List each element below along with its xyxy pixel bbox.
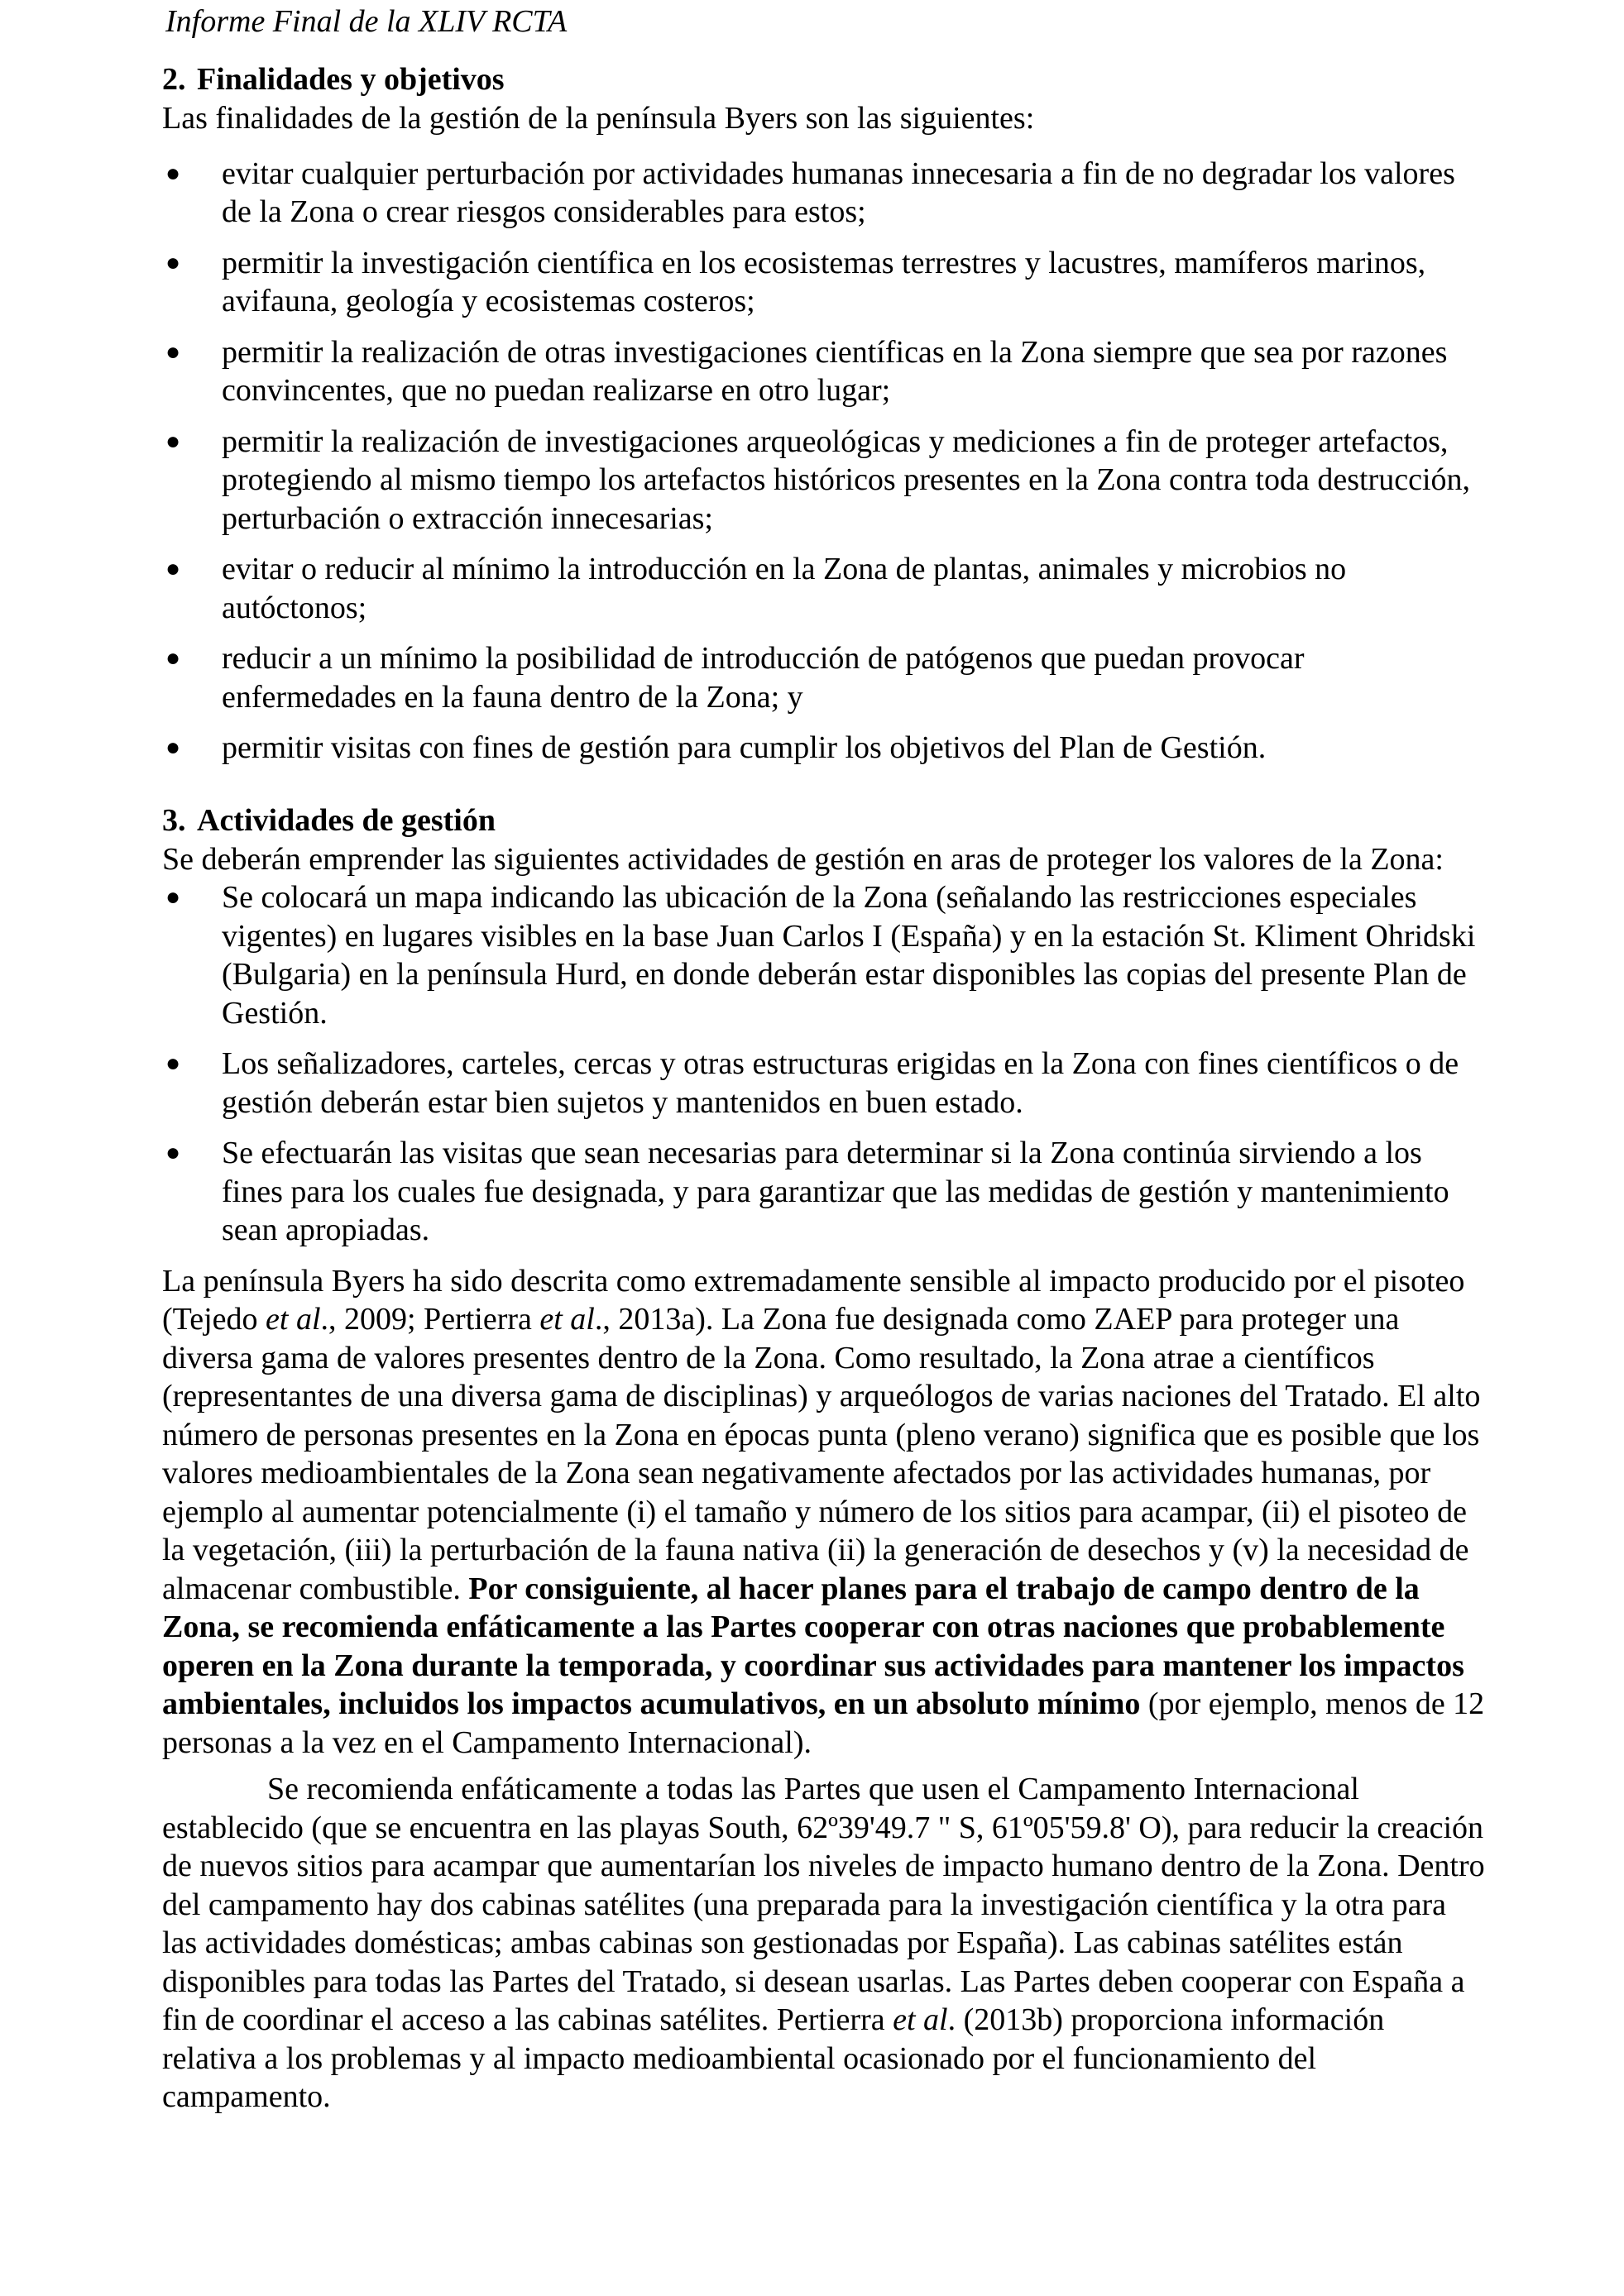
bullet-icon: ●	[165, 555, 181, 582]
paragraph-text: . (2013b) proporciona información relativa a los problemas y al impacto medioambiental ocasionado por el funcionamiento del campamento.	[162, 2002, 1385, 2114]
paragraph-text: ., 2009; Pertierra	[320, 1302, 540, 1337]
paragraph-text: ., 2013a). La Zona fue designada como ZAEP para proteger una diversa gama de valores presentes dentro de la Zona. Como resultado, la Zona atrae a científicos (representantes de una diversa gama de disciplinas) y arqueólogos de varias naciones del Tratado. El alto número de personas presentes en la Zona en épocas punta (pleno verano) significa que es posible que los valores medioambientales de la Zona sean negativamente afectados por las actividades humanas, por ejemplo al aumentar potencialmente (i) el tamaño y número de los sitios para acampar, (ii) el pisoteo de la vegetación, (iii) la perturbación de la fauna nativa (ii) la generación de desechos y (v) la necesidad de almacenar combustible.	[162, 1302, 1481, 1606]
citation-et-al: et al	[539, 1302, 595, 1337]
list-item-text: Los señalizadores, carteles, cercas y otras estructuras erigidas en la Zona con fines científicos o de gestión deberán estar bien sujetos y mantenidos en buen estado.	[222, 1046, 1459, 1120]
bullet-icon: ●	[165, 337, 181, 366]
list-item	[162, 1045, 1486, 1122]
body-paragraph-impact	[162, 1262, 1486, 1763]
running-header: Informe Final de la XLIV RCTA	[165, 4, 568, 39]
list-item	[162, 423, 1486, 538]
bullet-icon: ●	[165, 644, 181, 672]
list-item	[162, 333, 1486, 410]
list-item-text: permitir la realización de investigaciones arqueológicas y mediciones a fin de proteger artefactos, protegiendo al mismo tiempo los artefactos históricos presentes en la Zona contra toda destrucción, perturbación o extracción innecesarias;	[222, 423, 1470, 536]
list-item-text: evitar cualquier perturbación por actividades humanas innecesaria a fin de no degradar los valores de la Zona o crear riesgos considerables para estos;	[222, 155, 1455, 229]
list-item-text: reducir a un mínimo la posibilidad de introducción de patógenos que puedan provocar enfermedades en la fauna dentro de la Zona; y	[222, 641, 1305, 715]
list-item-text: Se colocará un mapa indicando las ubicación de la Zona (señalando las restricciones especiales vigentes) en lugares visibles en la base Juan Carlos I (España) y en la estación St. Kliment Ohridski (Bulgaria) en la península Hurd, en donde deberán estar disponibles las copias del presente Plan de Gestión.	[222, 880, 1476, 1031]
section-2-title: Finalidades y objetivos	[197, 62, 505, 97]
body-paragraph-camp	[162, 1770, 1486, 2117]
citation-et-al: et al	[266, 1302, 321, 1337]
bullet-icon: ●	[165, 883, 181, 911]
bullet-icon: ●	[165, 1139, 181, 1166]
citation-et-al: et al	[893, 2002, 948, 2037]
bullet-icon: ●	[165, 427, 181, 455]
paragraph-text: La península Byers ha sido descrita como extremadamente sensible al impacto producido por el pisoteo (Tejedo	[162, 1263, 1465, 1337]
bullet-icon: ●	[165, 1050, 181, 1077]
emphasis-recommendation: Por consiguiente, al hacer planes para el trabajo de campo dentro de la Zona, se recomienda enfáticamente a las Partes cooperar con otras naciones que probablemente operen en la Zona durante la temporada, y coordinar sus actividades para mantener los impactos ambientales, incluidos los impactos acumulativos, en un absoluto mínimo	[162, 1571, 1464, 1721]
section-2-intro: Las finalidades de la gestión de la península Byers son las siguientes:	[162, 101, 1035, 136]
section-3-bullet-list	[162, 878, 1486, 1250]
section-2-bullet-list	[162, 155, 1486, 768]
section-2	[162, 60, 1486, 768]
list-item	[162, 639, 1486, 716]
list-item-text: evitar o reducir al mínimo la introducción en la Zona de plantas, animales y microbios no autóctonos;	[222, 552, 1347, 625]
bullet-icon: ●	[165, 248, 181, 276]
section-3-title: Actividades de gestión	[197, 802, 496, 838]
paragraph-text: Se recomienda enfáticamente a todas las Partes que usen el Campamento Internacional establecido (que se encuentra en las playas South, 62º39'49.7 " S, 61º05'59.8' O), para reducir la creación de nuevos sitios para acampar que aumentarían los niveles de impacto humano dentro de la Zona. Dentro del campamento hay dos cabinas satélites (una preparada para la investigación científica y la otra para las actividades domésticas; ambas cabinas son gestionadas por España). Las cabinas satélites están disponibles para todas las Partes del Tratado, si desean usarlas. Las Partes deben cooperar con España a fin de coordinar el acceso a las cabinas satélites. Pertierra	[162, 1772, 1485, 2037]
list-item	[162, 155, 1486, 232]
list-item-text: permitir la realización de otras investigaciones científicas en la Zona siempre que sea por razones convincentes, que no puedan realizarse en otro lugar;	[222, 334, 1448, 408]
bullet-icon: ●	[165, 159, 181, 187]
list-item	[162, 244, 1486, 321]
section-2-heading	[162, 60, 1486, 99]
section-2-number: 2.	[162, 62, 186, 97]
list-item	[162, 729, 1486, 768]
section-3-number: 3.	[162, 802, 186, 838]
list-item-text: Se efectuarán las visitas que sean necesarias para determinar si la Zona continúa sirviendo a los fines para los cuales fue designada, y para garantizar que las medidas de gestión y mantenimiento sean apropiadas.	[222, 1136, 1449, 1247]
list-item	[162, 550, 1486, 627]
list-item	[162, 878, 1486, 1032]
list-item-text: permitir visitas con fines de gestión para cumplir los objetivos del Plan de Gestión.	[222, 730, 1267, 765]
list-item-text: permitir la investigación científica en los ecosistemas terrestres y lacustres, mamíferos marinos, avifauna, geología y ecosistemas costeros;	[222, 245, 1426, 318]
section-3-intro: Se deberán emprender las siguientes actividades de gestión en aras de proteger los valores de la Zona:	[162, 841, 1444, 877]
list-item	[162, 1134, 1486, 1250]
bullet-icon: ●	[165, 734, 181, 761]
section-3	[162, 801, 1486, 2117]
section-3-heading	[162, 801, 1486, 840]
document-body	[162, 60, 1486, 2117]
paragraph-text: (por ejemplo, menos de 12 personas a la vez en el Campamento Internacional).	[162, 1686, 1485, 1760]
